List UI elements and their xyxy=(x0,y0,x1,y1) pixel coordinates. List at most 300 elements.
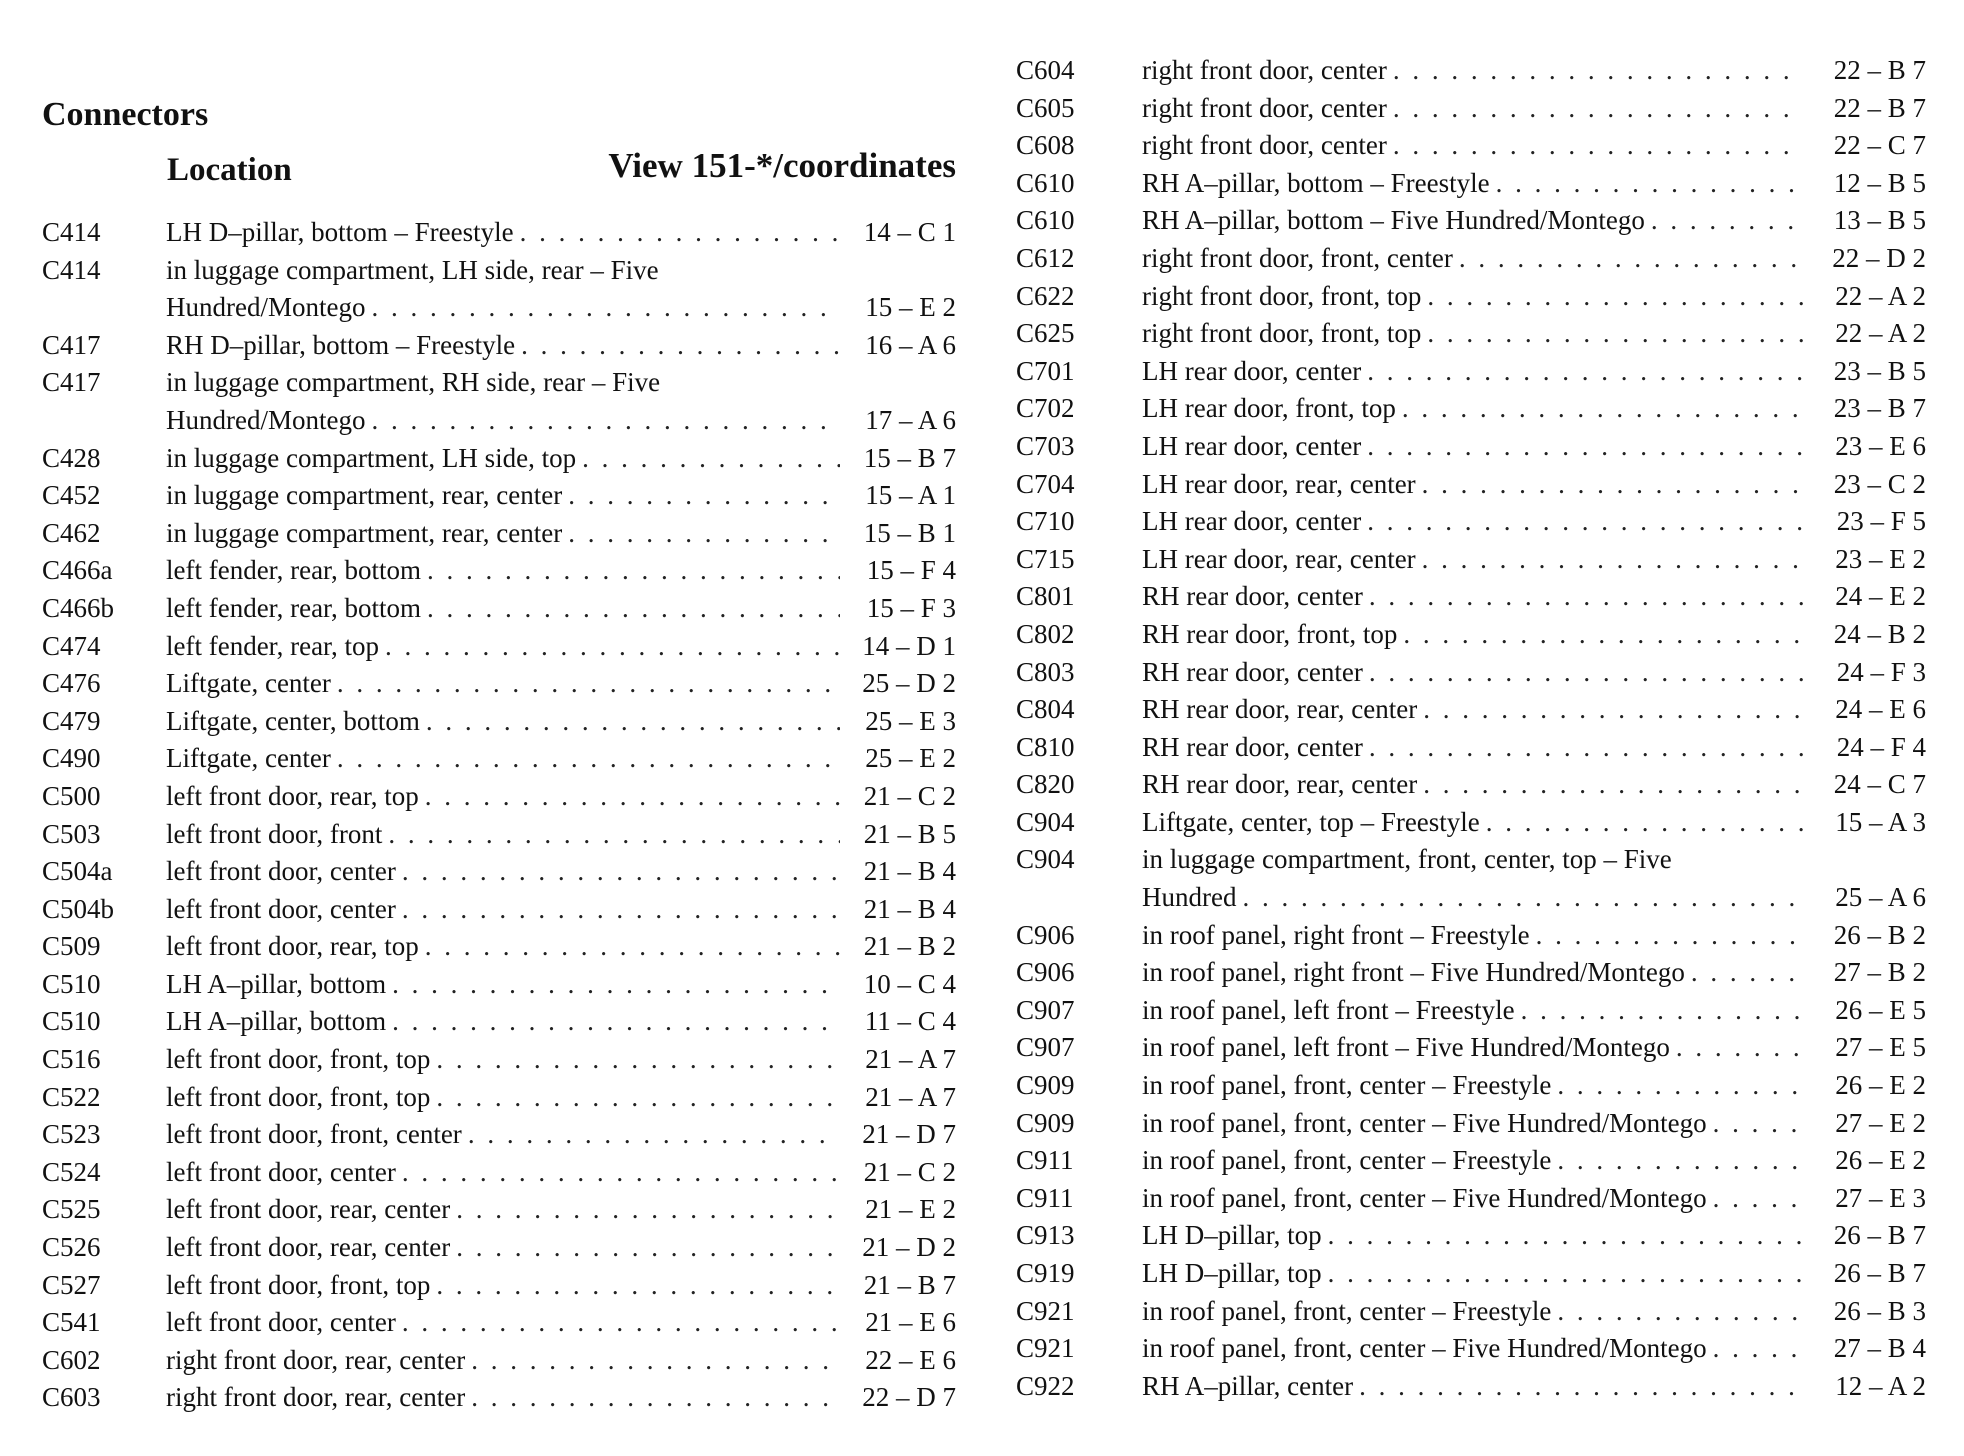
connector-row xyxy=(1016,766,1926,804)
connector-code: C414 xyxy=(42,254,101,285)
connector-code: C476 xyxy=(42,668,101,699)
connector-location xyxy=(1142,1029,1810,1067)
connector-row xyxy=(1016,1217,1926,1255)
view-coordinates: 21 – B 4 xyxy=(863,893,956,924)
connector-row xyxy=(1016,1293,1926,1331)
connector-row xyxy=(1016,917,1926,955)
view-coordinates: 24 – E 2 xyxy=(1835,581,1926,612)
view-coordinates: 14 – D 1 xyxy=(862,630,956,661)
connector-row xyxy=(42,214,956,252)
connector-row xyxy=(1016,353,1926,391)
connector-row xyxy=(1016,654,1926,692)
view-coordinates: 21 – A 7 xyxy=(865,1081,956,1112)
view-coordinates: 12 – B 5 xyxy=(1833,167,1926,198)
view-coordinates: 22 – E 6 xyxy=(865,1344,956,1375)
location-text: RH rear door, center xyxy=(1142,656,1363,687)
connector-location xyxy=(166,1116,846,1154)
dot-leader xyxy=(425,928,840,966)
dot-leader xyxy=(1557,1067,1804,1105)
view-coordinates: 21 – B 4 xyxy=(863,856,956,887)
connector-code: C414 xyxy=(42,217,101,247)
connector-row xyxy=(1016,691,1926,729)
connector-row xyxy=(1016,841,1926,916)
connector-location xyxy=(1142,616,1810,654)
connector-location xyxy=(1142,992,1810,1030)
connector-code: C803 xyxy=(1016,656,1075,687)
dot-leader xyxy=(1557,1293,1804,1331)
location-text: left fender, rear, bottom xyxy=(166,592,421,623)
dot-leader xyxy=(582,440,840,478)
location-text: left front door, front, top xyxy=(166,1269,431,1300)
location-text: in luggage compartment, rear, center xyxy=(166,517,563,548)
location-text: LH rear door, rear, center xyxy=(1142,543,1416,574)
view-coordinates: 21 – B 5 xyxy=(863,818,956,849)
location-text: RH D–pillar, bottom – Freestyle xyxy=(166,329,516,360)
connector-row xyxy=(42,628,956,666)
view-coordinates-column-header: View 151-*/coordinates xyxy=(608,146,956,185)
view-coordinates: 26 – B 7 xyxy=(1833,1220,1926,1251)
connector-code: C603 xyxy=(42,1382,101,1413)
connector-location xyxy=(1142,503,1810,541)
connector-code: C516 xyxy=(42,1044,101,1075)
connector-code: C820 xyxy=(1016,769,1075,800)
dot-leader xyxy=(402,1154,840,1192)
location-text: Liftgate, center xyxy=(166,668,331,699)
location-text: RH rear door, rear, center xyxy=(1142,694,1418,725)
connector-code: C612 xyxy=(1016,242,1075,273)
connector-location xyxy=(166,252,846,327)
location-text-line-2 xyxy=(166,289,846,327)
connector-code: C523 xyxy=(42,1119,101,1150)
location-text-line-2 xyxy=(1142,879,1810,917)
location-text: left front door, front, center xyxy=(166,1119,462,1150)
connector-location xyxy=(166,1041,846,1079)
location-text: in luggage compartment, LH side, top xyxy=(166,442,577,473)
connector-location xyxy=(166,552,846,590)
location-text: left front door, center xyxy=(166,1156,396,1187)
connector-location xyxy=(1142,1142,1810,1180)
location-text: LH rear door, center xyxy=(1142,355,1362,386)
connector-code: C541 xyxy=(42,1307,101,1338)
connector-location xyxy=(1142,766,1810,804)
connector-location xyxy=(1142,52,1810,90)
view-coordinates: 21 – B 2 xyxy=(863,931,956,962)
location-text: Hundred xyxy=(1142,882,1237,913)
connector-code: C452 xyxy=(42,480,101,511)
location-text: LH rear door, rear, center xyxy=(1142,468,1416,499)
connector-location xyxy=(166,1267,846,1305)
view-coordinates: 15 – F 4 xyxy=(866,555,956,586)
connector-row xyxy=(1016,90,1926,128)
connector-location xyxy=(166,853,846,891)
location-text: in roof panel, right front – Five Hundred/Montego xyxy=(1142,957,1685,988)
connector-code: C622 xyxy=(1016,280,1075,311)
view-coordinates: 27 – E 2 xyxy=(1835,1107,1926,1138)
connector-location xyxy=(166,364,846,439)
connector-code: C907 xyxy=(1016,1032,1075,1063)
dot-leader xyxy=(1423,691,1804,729)
connector-location xyxy=(166,1191,846,1229)
connector-code: C911 xyxy=(1016,1182,1074,1213)
dot-leader xyxy=(1486,804,1804,842)
dot-leader xyxy=(471,1379,840,1417)
connector-row xyxy=(1016,503,1926,541)
connector-location xyxy=(1142,1105,1810,1143)
view-coordinates: 26 – B 7 xyxy=(1833,1258,1926,1288)
connector-code: C604 xyxy=(1016,55,1075,85)
view-coordinates: 15 – A 3 xyxy=(1835,806,1926,837)
dot-leader xyxy=(436,1079,840,1117)
location-text: left front door, center xyxy=(166,893,396,924)
connector-location xyxy=(166,1154,846,1192)
connector-location xyxy=(166,703,846,741)
connector-location xyxy=(1142,578,1810,616)
dot-leader xyxy=(1713,1180,1804,1218)
dot-leader xyxy=(1423,766,1804,804)
dot-leader xyxy=(371,289,840,327)
connector-code: C526 xyxy=(42,1232,101,1263)
connector-code: C703 xyxy=(1016,430,1075,461)
connector-code: C804 xyxy=(1016,694,1075,725)
connector-location xyxy=(166,1304,846,1342)
dot-leader xyxy=(436,1041,840,1079)
view-coordinates: 22 – C 7 xyxy=(1833,130,1926,161)
dot-leader xyxy=(337,665,840,703)
connector-location xyxy=(1142,90,1810,128)
connector-code: C701 xyxy=(1016,355,1075,386)
connector-row xyxy=(1016,804,1926,842)
connector-code: C500 xyxy=(42,780,101,811)
location-text-line: in luggage compartment, LH side, rear – Five xyxy=(166,254,659,285)
dot-leader xyxy=(468,1116,840,1154)
connector-row xyxy=(42,1079,956,1117)
view-coordinates: 14 – C 1 xyxy=(863,217,956,247)
location-text: left front door, rear, center xyxy=(166,1232,451,1263)
connector-location xyxy=(1142,954,1810,992)
connector-row xyxy=(42,440,956,478)
dot-leader xyxy=(1328,1217,1804,1255)
connector-code: C610 xyxy=(1016,167,1075,198)
connector-code: C504b xyxy=(42,893,115,924)
location-text: LH D–pillar, top xyxy=(1142,1258,1322,1288)
connector-location xyxy=(1142,1255,1810,1293)
dot-leader xyxy=(1676,1029,1804,1067)
view-coordinates: 15 – E 2 xyxy=(865,292,956,323)
location-text: left front door, rear, top xyxy=(166,780,419,811)
location-text: in roof panel, left front – Freestyle xyxy=(1142,994,1515,1025)
view-coordinates: 27 – B 2 xyxy=(1833,957,1926,988)
view-coordinates: 23 – E 2 xyxy=(1835,543,1926,574)
view-coordinates: 23 – C 2 xyxy=(1833,468,1926,499)
connector-code: C510 xyxy=(42,968,101,999)
dot-leader xyxy=(456,1229,840,1267)
view-coordinates: 25 – E 3 xyxy=(865,705,956,736)
connector-location xyxy=(166,891,846,929)
connector-location xyxy=(166,1342,846,1380)
view-coordinates: 11 – C 4 xyxy=(864,1006,956,1037)
location-text: RH A–pillar, bottom – Five Hundred/Montego xyxy=(1142,205,1645,236)
view-coordinates: 26 – E 2 xyxy=(1835,1070,1926,1101)
connector-row xyxy=(1016,52,1926,90)
connectors-list-left xyxy=(42,214,956,1417)
connector-row xyxy=(42,891,956,929)
view-coordinates: 21 – A 7 xyxy=(865,1044,956,1075)
connector-row xyxy=(42,1003,956,1041)
connector-code: C702 xyxy=(1016,393,1075,424)
location-text: LH rear door, front, top xyxy=(1142,393,1396,424)
connector-location xyxy=(166,816,846,854)
connector-location xyxy=(1142,729,1810,767)
location-text: RH rear door, rear, center xyxy=(1142,769,1418,800)
location-text: right front door, rear, center xyxy=(166,1344,466,1375)
dot-leader xyxy=(427,590,840,628)
connector-code: C608 xyxy=(1016,130,1075,161)
connector-row xyxy=(42,928,956,966)
connector-location xyxy=(1142,165,1810,203)
connector-location xyxy=(1142,1330,1810,1368)
view-coordinates: 26 – B 3 xyxy=(1833,1295,1926,1326)
location-text: RH rear door, front, top xyxy=(1142,618,1398,649)
connector-location xyxy=(166,477,846,515)
dot-leader xyxy=(402,853,840,891)
connector-row xyxy=(42,1379,956,1417)
connector-code: C909 xyxy=(1016,1107,1075,1138)
view-coordinates: 23 – B 7 xyxy=(1833,393,1926,424)
connector-code: C625 xyxy=(1016,318,1075,349)
connector-row xyxy=(42,665,956,703)
connector-code: C605 xyxy=(1016,92,1075,123)
dot-leader xyxy=(1359,1368,1804,1406)
view-coordinates: 22 – D 7 xyxy=(862,1382,956,1413)
connector-code: C527 xyxy=(42,1269,101,1300)
location-text: Liftgate, center, top – Freestyle xyxy=(1142,806,1480,837)
connector-location xyxy=(166,515,846,553)
connector-location xyxy=(1142,541,1810,579)
location-text: right front door, front, center xyxy=(1142,242,1453,273)
connector-location xyxy=(1142,202,1810,240)
view-coordinates: 23 – B 5 xyxy=(1833,355,1926,386)
view-coordinates: 24 – F 3 xyxy=(1836,656,1926,687)
dot-leader xyxy=(427,552,840,590)
view-coordinates: 21 – D 2 xyxy=(862,1232,956,1263)
connector-row xyxy=(42,703,956,741)
connector-location xyxy=(1142,1067,1810,1105)
connector-code: C525 xyxy=(42,1194,101,1225)
page-title: Connectors xyxy=(42,96,209,133)
dot-leader xyxy=(1691,954,1804,992)
view-coordinates: 13 – B 5 xyxy=(1833,205,1926,236)
connector-location xyxy=(166,1379,846,1417)
connector-row xyxy=(1016,278,1926,316)
connector-code: C810 xyxy=(1016,731,1075,762)
connector-code: C710 xyxy=(1016,506,1075,537)
dot-leader xyxy=(471,1342,840,1380)
dot-leader xyxy=(426,703,840,741)
connector-code: C801 xyxy=(1016,581,1075,612)
connector-row xyxy=(42,252,956,327)
location-column-header: Location xyxy=(167,152,292,188)
dot-leader xyxy=(521,327,840,365)
dot-leader xyxy=(1459,240,1804,278)
connector-location xyxy=(1142,127,1810,165)
connector-location xyxy=(166,590,846,628)
dot-leader xyxy=(425,778,840,816)
location-text: RH rear door, center xyxy=(1142,731,1363,762)
location-text: Liftgate, center, bottom xyxy=(166,705,420,736)
view-coordinates: 27 – B 4 xyxy=(1833,1333,1926,1364)
connector-row xyxy=(1016,127,1926,165)
location-text: in roof panel, front, center – Freestyle xyxy=(1142,1070,1552,1101)
connector-row xyxy=(1016,390,1926,428)
view-coordinates: 22 – B 7 xyxy=(1833,92,1926,123)
location-text: left front door, front, top xyxy=(166,1081,431,1112)
dot-leader xyxy=(1393,127,1804,165)
connector-row xyxy=(42,327,956,365)
dot-leader xyxy=(568,477,840,515)
dot-leader xyxy=(1402,390,1804,428)
connector-row xyxy=(42,477,956,515)
dot-leader xyxy=(1369,654,1804,692)
connector-row xyxy=(42,552,956,590)
connector-location xyxy=(1142,240,1810,278)
connector-row xyxy=(1016,541,1926,579)
connector-location xyxy=(166,1079,846,1117)
connector-code: C921 xyxy=(1016,1295,1075,1326)
dot-leader xyxy=(1422,466,1804,504)
connector-row xyxy=(42,853,956,891)
connector-code: C524 xyxy=(42,1156,101,1187)
location-text: left front door, front, top xyxy=(166,1044,431,1075)
connector-code: C922 xyxy=(1016,1370,1075,1401)
view-coordinates: 17 – A 6 xyxy=(865,404,956,435)
view-coordinates: 21 – B 7 xyxy=(863,1269,956,1300)
connector-location xyxy=(1142,390,1810,428)
location-text: LH A–pillar, bottom xyxy=(166,1006,387,1037)
view-coordinates: 10 – C 4 xyxy=(863,968,956,999)
connector-code: C909 xyxy=(1016,1070,1075,1101)
connector-row xyxy=(1016,1067,1926,1105)
connector-location xyxy=(1142,428,1810,466)
location-text: right front door, center xyxy=(1142,130,1387,161)
dot-leader xyxy=(1369,578,1804,616)
view-coordinates: 22 – A 2 xyxy=(1835,318,1926,349)
location-text: left fender, rear, top xyxy=(166,630,379,661)
connector-location xyxy=(1142,466,1810,504)
view-coordinates: 23 – E 6 xyxy=(1835,430,1926,461)
location-text-line-2 xyxy=(166,402,846,440)
dot-leader xyxy=(1713,1105,1804,1143)
connector-location xyxy=(1142,917,1810,955)
connector-row xyxy=(1016,315,1926,353)
dot-leader xyxy=(371,402,840,440)
dot-leader xyxy=(392,1003,840,1041)
dot-leader xyxy=(1713,1330,1804,1368)
view-coordinates: 27 – E 5 xyxy=(1835,1032,1926,1063)
view-coordinates: 15 – B 7 xyxy=(863,442,956,473)
connector-location xyxy=(1142,841,1810,916)
view-coordinates: 21 – E 2 xyxy=(865,1194,956,1225)
connector-row xyxy=(42,1041,956,1079)
connector-location xyxy=(1142,1293,1810,1331)
view-coordinates: 15 – A 1 xyxy=(865,480,956,511)
location-text: right front door, rear, center xyxy=(166,1382,466,1413)
location-text: in roof panel, right front – Freestyle xyxy=(1142,919,1530,950)
connector-location xyxy=(166,1229,846,1267)
dot-leader xyxy=(1427,278,1804,316)
dot-leader xyxy=(1422,541,1804,579)
view-coordinates: 21 – E 6 xyxy=(865,1307,956,1338)
connector-code: C462 xyxy=(42,517,101,548)
dot-leader xyxy=(388,816,840,854)
connector-row xyxy=(42,364,956,439)
location-text: left front door, center xyxy=(166,1307,396,1338)
connector-row xyxy=(42,1116,956,1154)
connector-code: C921 xyxy=(1016,1333,1075,1364)
connector-code: C428 xyxy=(42,442,101,473)
connector-row xyxy=(1016,578,1926,616)
connector-row xyxy=(1016,466,1926,504)
connector-location xyxy=(166,740,846,778)
dot-leader xyxy=(1367,503,1804,541)
connector-location xyxy=(1142,353,1810,391)
connector-location xyxy=(1142,691,1810,729)
dot-leader xyxy=(392,966,840,1004)
view-coordinates: 24 – B 2 xyxy=(1833,618,1926,649)
location-text: in roof panel, front, center – Five Hundred/Montego xyxy=(1142,1182,1707,1213)
connector-location xyxy=(1142,278,1810,316)
location-text: LH rear door, center xyxy=(1142,430,1362,461)
connector-code: C509 xyxy=(42,931,101,962)
view-coordinates: 15 – B 1 xyxy=(863,517,956,548)
view-coordinates: 26 – E 5 xyxy=(1835,994,1926,1025)
connectors-list-right xyxy=(1016,52,1926,1405)
connector-location xyxy=(166,665,846,703)
view-coordinates: 24 – F 4 xyxy=(1836,731,1926,762)
dot-leader xyxy=(568,515,840,553)
connector-row xyxy=(42,1191,956,1229)
connector-row xyxy=(1016,240,1926,278)
view-coordinates: 16 – A 6 xyxy=(865,329,956,360)
view-coordinates: 26 – E 2 xyxy=(1835,1145,1926,1176)
location-text: Hundred/Montego xyxy=(166,404,366,435)
connector-code: C479 xyxy=(42,705,101,736)
connector-row xyxy=(1016,1330,1926,1368)
location-text: in roof panel, front, center – Five Hundred/Montego xyxy=(1142,1107,1707,1138)
view-coordinates: 24 – E 6 xyxy=(1835,694,1926,725)
connector-row xyxy=(42,778,956,816)
connector-location xyxy=(1142,1368,1810,1406)
location-text: Liftgate, center xyxy=(166,743,331,774)
view-coordinates: 22 – D 2 xyxy=(1832,242,1926,273)
location-text: left fender, rear, bottom xyxy=(166,555,421,586)
location-text: right front door, front, top xyxy=(1142,318,1422,349)
connector-row xyxy=(1016,1029,1926,1067)
connector-location xyxy=(166,1003,846,1041)
connector-location xyxy=(1142,1180,1810,1218)
dot-leader xyxy=(1393,52,1804,90)
connector-code: C904 xyxy=(1016,844,1075,875)
dot-leader xyxy=(436,1267,840,1305)
connector-row xyxy=(1016,1180,1926,1218)
location-text: right front door, center xyxy=(1142,55,1387,85)
connector-row xyxy=(42,1267,956,1305)
connector-row xyxy=(42,1154,956,1192)
location-text: in luggage compartment, rear, center xyxy=(166,480,563,511)
location-text: right front door, front, top xyxy=(1142,280,1422,311)
connector-row xyxy=(1016,954,1926,992)
connector-row xyxy=(1016,992,1926,1030)
view-coordinates: 21 – C 2 xyxy=(863,780,956,811)
